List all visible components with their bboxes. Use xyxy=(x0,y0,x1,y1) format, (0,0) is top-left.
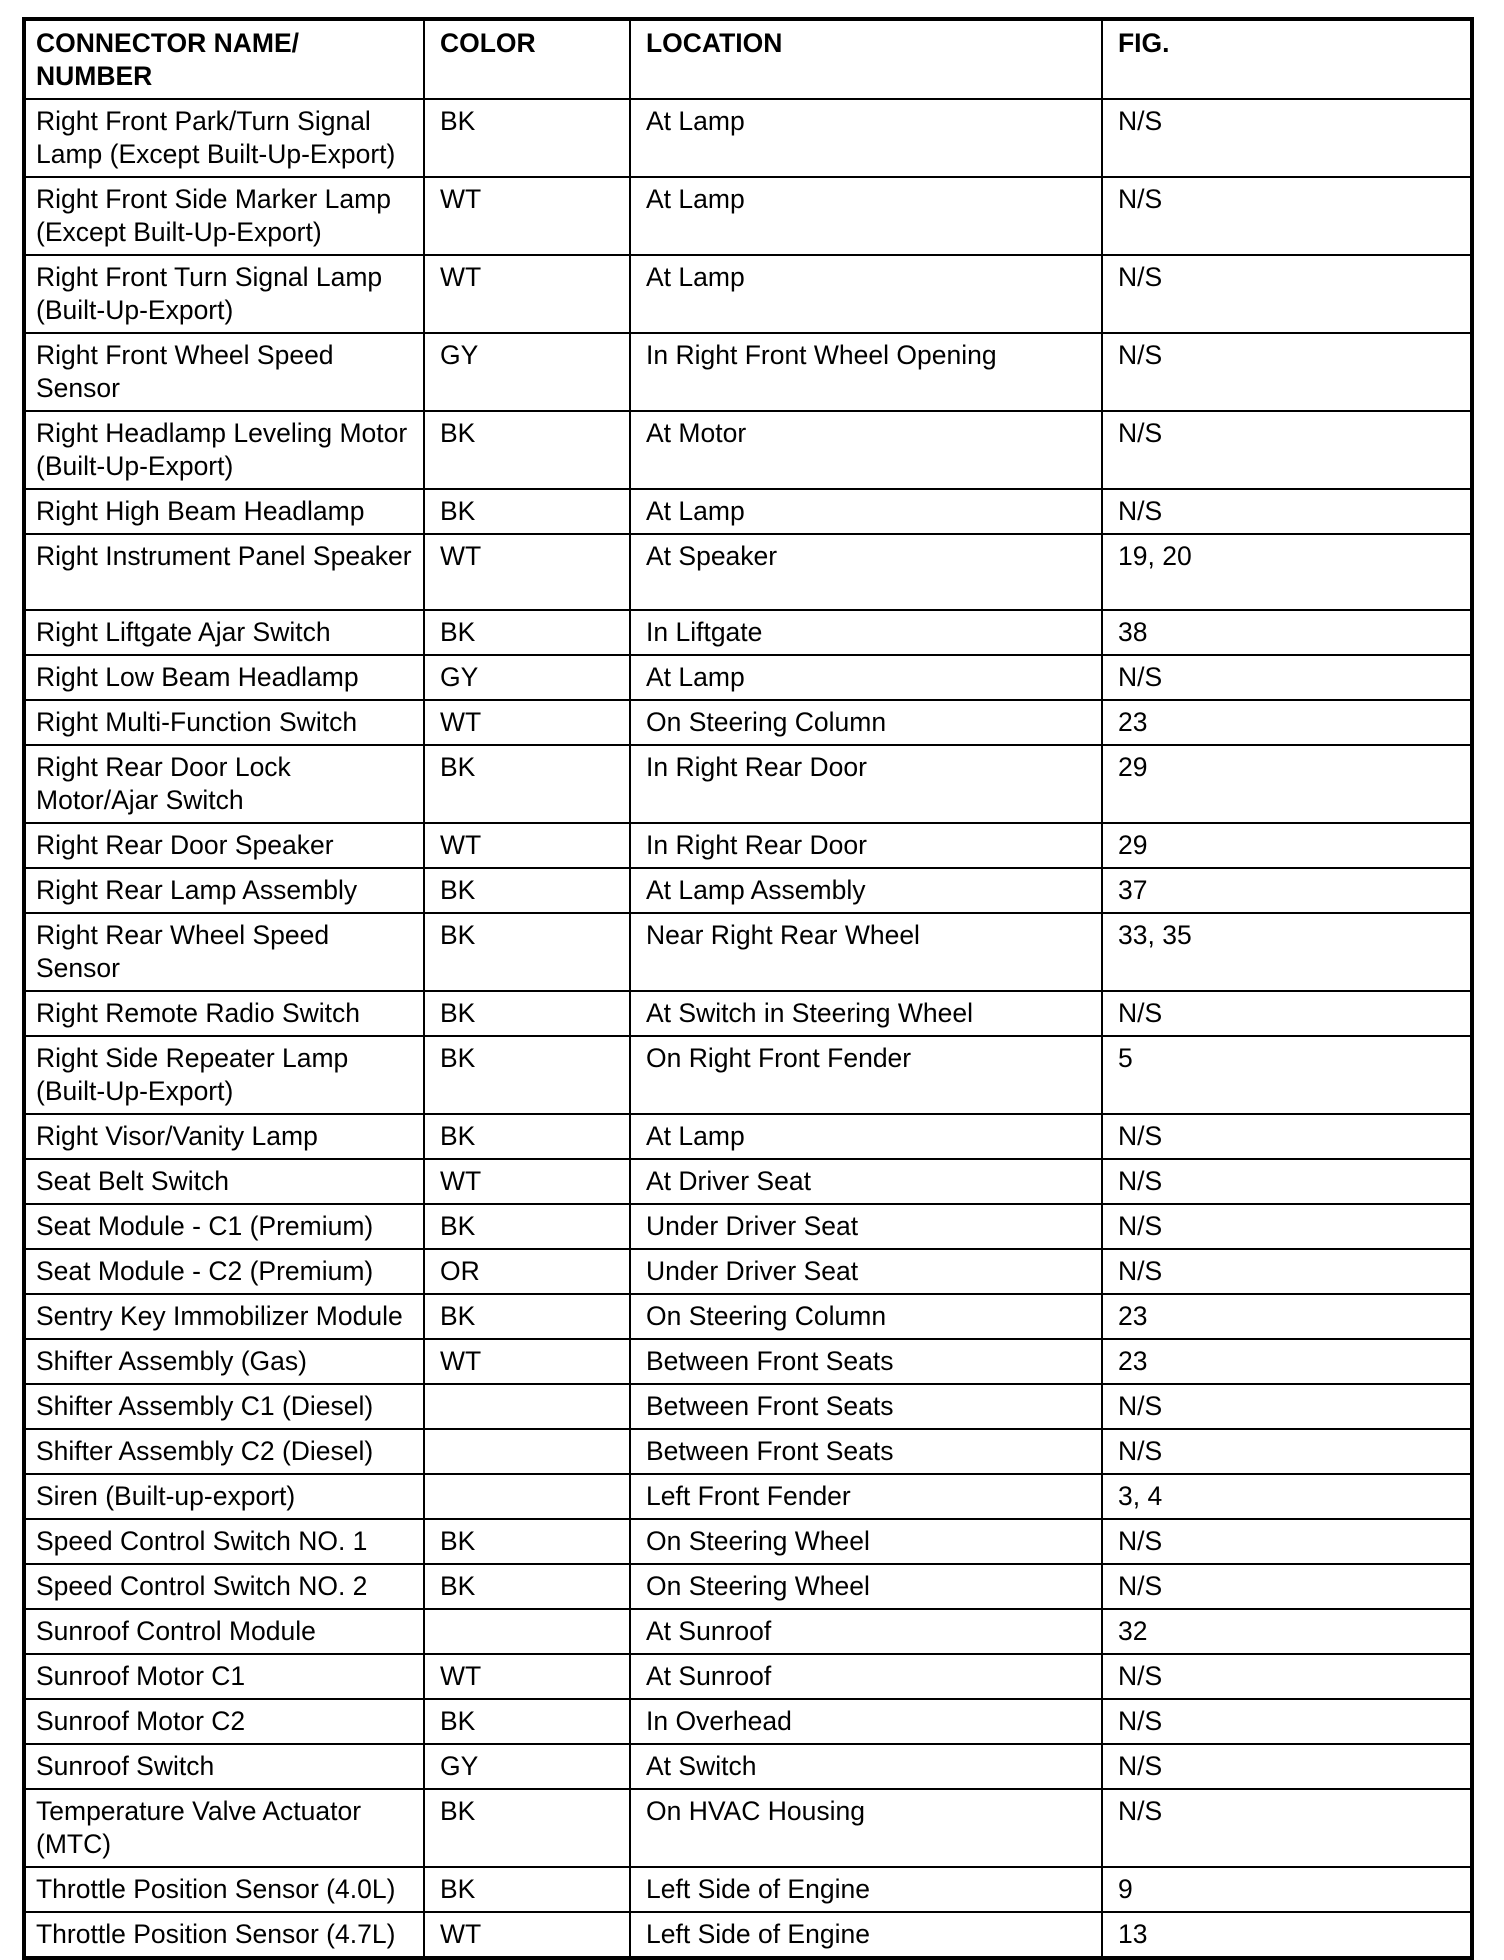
cell-fig: 19, 20 xyxy=(1102,534,1472,610)
cell-connector-name: Right Front Park/Turn Signal Lamp (Except Built-Up-Export) xyxy=(24,99,424,177)
cell-connector-name: Right Rear Door Lock Motor/Ajar Switch xyxy=(24,745,424,823)
cell-fig: N/S xyxy=(1102,333,1472,411)
cell-location: Left Front Fender xyxy=(630,1474,1102,1519)
table-row xyxy=(24,489,1472,534)
cell-location: On Steering Wheel xyxy=(630,1519,1102,1564)
cell-location: Under Driver Seat xyxy=(630,1249,1102,1294)
cell-connector-name: Right Front Wheel Speed Sensor xyxy=(24,333,424,411)
cell-connector-name: Right Instrument Panel Speaker xyxy=(24,534,424,610)
table-row xyxy=(24,1564,1472,1609)
cell-location: At Lamp Assembly xyxy=(630,868,1102,913)
table-row xyxy=(24,1744,1472,1789)
cell-color xyxy=(424,1429,630,1474)
table-row xyxy=(24,1159,1472,1204)
cell-fig: N/S xyxy=(1102,1789,1472,1867)
cell-color: BK xyxy=(424,1789,630,1867)
cell-location: On Right Front Fender xyxy=(630,1036,1102,1114)
table-row xyxy=(24,1204,1472,1249)
cell-fig: N/S xyxy=(1102,1159,1472,1204)
table-row xyxy=(24,1249,1472,1294)
cell-connector-name: Shifter Assembly C2 (Diesel) xyxy=(24,1429,424,1474)
cell-connector-name: Right Visor/Vanity Lamp xyxy=(24,1114,424,1159)
cell-connector-name: Sunroof Motor C1 xyxy=(24,1654,424,1699)
table-body xyxy=(24,99,1472,1958)
cell-fig: N/S xyxy=(1102,255,1472,333)
cell-location: At Lamp xyxy=(630,177,1102,255)
cell-location: At Switch in Steering Wheel xyxy=(630,991,1102,1036)
cell-color: BK xyxy=(424,411,630,489)
cell-connector-name: Right Side Repeater Lamp (Built-Up-Export) xyxy=(24,1036,424,1114)
table-row xyxy=(24,1036,1472,1114)
table-row xyxy=(24,534,1472,610)
cell-color: WT xyxy=(424,534,630,610)
cell-location: At Lamp xyxy=(630,489,1102,534)
table-row xyxy=(24,610,1472,655)
cell-fig: 23 xyxy=(1102,1294,1472,1339)
cell-fig: N/S xyxy=(1102,1564,1472,1609)
cell-color: BK xyxy=(424,1519,630,1564)
table-row xyxy=(24,700,1472,745)
cell-fig: 13 xyxy=(1102,1912,1472,1958)
cell-fig: N/S xyxy=(1102,1429,1472,1474)
cell-location: At Switch xyxy=(630,1744,1102,1789)
cell-fig: N/S xyxy=(1102,1744,1472,1789)
cell-location: In Right Rear Door xyxy=(630,823,1102,868)
table-row xyxy=(24,255,1472,333)
table-row xyxy=(24,1867,1472,1912)
cell-connector-name: Right High Beam Headlamp xyxy=(24,489,424,534)
header-fig: FIG. xyxy=(1102,19,1472,99)
cell-location: At Lamp xyxy=(630,255,1102,333)
cell-location: At Driver Seat xyxy=(630,1159,1102,1204)
table-row xyxy=(24,1609,1472,1654)
header-location: LOCATION xyxy=(630,19,1102,99)
cell-connector-name: Right Rear Door Speaker xyxy=(24,823,424,868)
cell-color: BK xyxy=(424,1699,630,1744)
cell-color: BK xyxy=(424,610,630,655)
cell-connector-name: Shifter Assembly C1 (Diesel) xyxy=(24,1384,424,1429)
cell-color: BK xyxy=(424,1564,630,1609)
cell-fig: N/S xyxy=(1102,655,1472,700)
cell-connector-name: Right Remote Radio Switch xyxy=(24,991,424,1036)
table-row xyxy=(24,991,1472,1036)
cell-location: Between Front Seats xyxy=(630,1429,1102,1474)
cell-color xyxy=(424,1384,630,1429)
cell-fig: 3, 4 xyxy=(1102,1474,1472,1519)
cell-color: WT xyxy=(424,700,630,745)
cell-fig: N/S xyxy=(1102,991,1472,1036)
cell-color: WT xyxy=(424,1912,630,1958)
table-row xyxy=(24,1912,1472,1958)
cell-location: At Sunroof xyxy=(630,1609,1102,1654)
cell-fig: N/S xyxy=(1102,1114,1472,1159)
cell-fig: N/S xyxy=(1102,1384,1472,1429)
cell-location: In Overhead xyxy=(630,1699,1102,1744)
cell-fig: 5 xyxy=(1102,1036,1472,1114)
cell-fig: N/S xyxy=(1102,1654,1472,1699)
cell-fig: N/S xyxy=(1102,1699,1472,1744)
table-row xyxy=(24,99,1472,177)
cell-connector-name: Right Rear Lamp Assembly xyxy=(24,868,424,913)
cell-connector-name: Right Headlamp Leveling Motor (Built-Up-Export) xyxy=(24,411,424,489)
cell-fig: 23 xyxy=(1102,1339,1472,1384)
cell-fig: 37 xyxy=(1102,868,1472,913)
cell-connector-name: Sentry Key Immobilizer Module xyxy=(24,1294,424,1339)
cell-connector-name: Seat Belt Switch xyxy=(24,1159,424,1204)
cell-color: BK xyxy=(424,991,630,1036)
cell-fig: N/S xyxy=(1102,489,1472,534)
cell-location: At Sunroof xyxy=(630,1654,1102,1699)
cell-connector-name: Seat Module - C2 (Premium) xyxy=(24,1249,424,1294)
cell-location: At Lamp xyxy=(630,655,1102,700)
cell-color: BK xyxy=(424,1204,630,1249)
table-row xyxy=(24,1789,1472,1867)
cell-color: BK xyxy=(424,1036,630,1114)
cell-connector-name: Right Front Side Marker Lamp (Except Built-Up-Export) xyxy=(24,177,424,255)
cell-color: WT xyxy=(424,823,630,868)
table-row xyxy=(24,745,1472,823)
cell-color: GY xyxy=(424,1744,630,1789)
cell-location: On HVAC Housing xyxy=(630,1789,1102,1867)
cell-color: WT xyxy=(424,1159,630,1204)
cell-fig: N/S xyxy=(1102,1519,1472,1564)
cell-location: Near Right Rear Wheel xyxy=(630,913,1102,991)
cell-location: Left Side of Engine xyxy=(630,1912,1102,1958)
table-row xyxy=(24,823,1472,868)
cell-connector-name: Temperature Valve Actuator (MTC) xyxy=(24,1789,424,1867)
table-row xyxy=(24,333,1472,411)
connector-table xyxy=(22,17,1474,1960)
table-row xyxy=(24,913,1472,991)
cell-connector-name: Right Multi-Function Switch xyxy=(24,700,424,745)
cell-location: At Lamp xyxy=(630,1114,1102,1159)
cell-location: Between Front Seats xyxy=(630,1339,1102,1384)
cell-location: Between Front Seats xyxy=(630,1384,1102,1429)
cell-connector-name: Sunroof Motor C2 xyxy=(24,1699,424,1744)
cell-connector-name: Sunroof Control Module xyxy=(24,1609,424,1654)
table-row xyxy=(24,1699,1472,1744)
table-row xyxy=(24,1474,1472,1519)
cell-location: In Right Rear Door xyxy=(630,745,1102,823)
cell-color: GY xyxy=(424,333,630,411)
cell-fig: 9 xyxy=(1102,1867,1472,1912)
header-color: COLOR xyxy=(424,19,630,99)
cell-color: BK xyxy=(424,1114,630,1159)
cell-fig: 32 xyxy=(1102,1609,1472,1654)
cell-connector-name: Right Low Beam Headlamp xyxy=(24,655,424,700)
table-row xyxy=(24,1339,1472,1384)
cell-color: BK xyxy=(424,489,630,534)
cell-color: BK xyxy=(424,99,630,177)
table-row xyxy=(24,1114,1472,1159)
cell-connector-name: Right Front Turn Signal Lamp (Built-Up-Export) xyxy=(24,255,424,333)
table-row xyxy=(24,655,1472,700)
cell-location: On Steering Column xyxy=(630,1294,1102,1339)
header-row xyxy=(24,19,1472,99)
cell-color xyxy=(424,1609,630,1654)
cell-fig: 29 xyxy=(1102,745,1472,823)
cell-color: BK xyxy=(424,1867,630,1912)
cell-fig: 23 xyxy=(1102,700,1472,745)
cell-fig: N/S xyxy=(1102,1204,1472,1249)
cell-color: BK xyxy=(424,745,630,823)
cell-location: On Steering Wheel xyxy=(630,1564,1102,1609)
cell-fig: N/S xyxy=(1102,177,1472,255)
cell-connector-name: Seat Module - C1 (Premium) xyxy=(24,1204,424,1249)
cell-connector-name: Speed Control Switch NO. 1 xyxy=(24,1519,424,1564)
cell-location: At Motor xyxy=(630,411,1102,489)
cell-color: BK xyxy=(424,913,630,991)
table-row xyxy=(24,1654,1472,1699)
table-row xyxy=(24,1294,1472,1339)
cell-location: At Speaker xyxy=(630,534,1102,610)
cell-connector-name: Siren (Built-up-export) xyxy=(24,1474,424,1519)
table-row xyxy=(24,868,1472,913)
cell-fig: 38 xyxy=(1102,610,1472,655)
cell-fig: N/S xyxy=(1102,99,1472,177)
cell-color: OR xyxy=(424,1249,630,1294)
table-row xyxy=(24,411,1472,489)
cell-location: Under Driver Seat xyxy=(630,1204,1102,1249)
cell-color: WT xyxy=(424,1654,630,1699)
table-row xyxy=(24,1384,1472,1429)
cell-color: WT xyxy=(424,255,630,333)
cell-location: At Lamp xyxy=(630,99,1102,177)
cell-connector-name: Right Liftgate Ajar Switch xyxy=(24,610,424,655)
cell-connector-name: Shifter Assembly (Gas) xyxy=(24,1339,424,1384)
cell-color: BK xyxy=(424,868,630,913)
cell-connector-name: Right Rear Wheel Speed Sensor xyxy=(24,913,424,991)
table-row xyxy=(24,1519,1472,1564)
cell-color: GY xyxy=(424,655,630,700)
cell-fig: 29 xyxy=(1102,823,1472,868)
cell-color: WT xyxy=(424,1339,630,1384)
cell-fig: 33, 35 xyxy=(1102,913,1472,991)
cell-color xyxy=(424,1474,630,1519)
header-connector-name: CONNECTOR NAME/ NUMBER xyxy=(24,19,424,99)
cell-location: On Steering Column xyxy=(630,700,1102,745)
cell-color: BK xyxy=(424,1294,630,1339)
cell-location: Left Side of Engine xyxy=(630,1867,1102,1912)
cell-color: WT xyxy=(424,177,630,255)
table-row xyxy=(24,177,1472,255)
cell-connector-name: Sunroof Switch xyxy=(24,1744,424,1789)
cell-location: In Liftgate xyxy=(630,610,1102,655)
cell-fig: N/S xyxy=(1102,1249,1472,1294)
cell-location: In Right Front Wheel Opening xyxy=(630,333,1102,411)
table-row xyxy=(24,1429,1472,1474)
cell-fig: N/S xyxy=(1102,411,1472,489)
cell-connector-name: Throttle Position Sensor (4.0L) xyxy=(24,1867,424,1912)
cell-connector-name: Speed Control Switch NO. 2 xyxy=(24,1564,424,1609)
cell-connector-name: Throttle Position Sensor (4.7L) xyxy=(24,1912,424,1958)
